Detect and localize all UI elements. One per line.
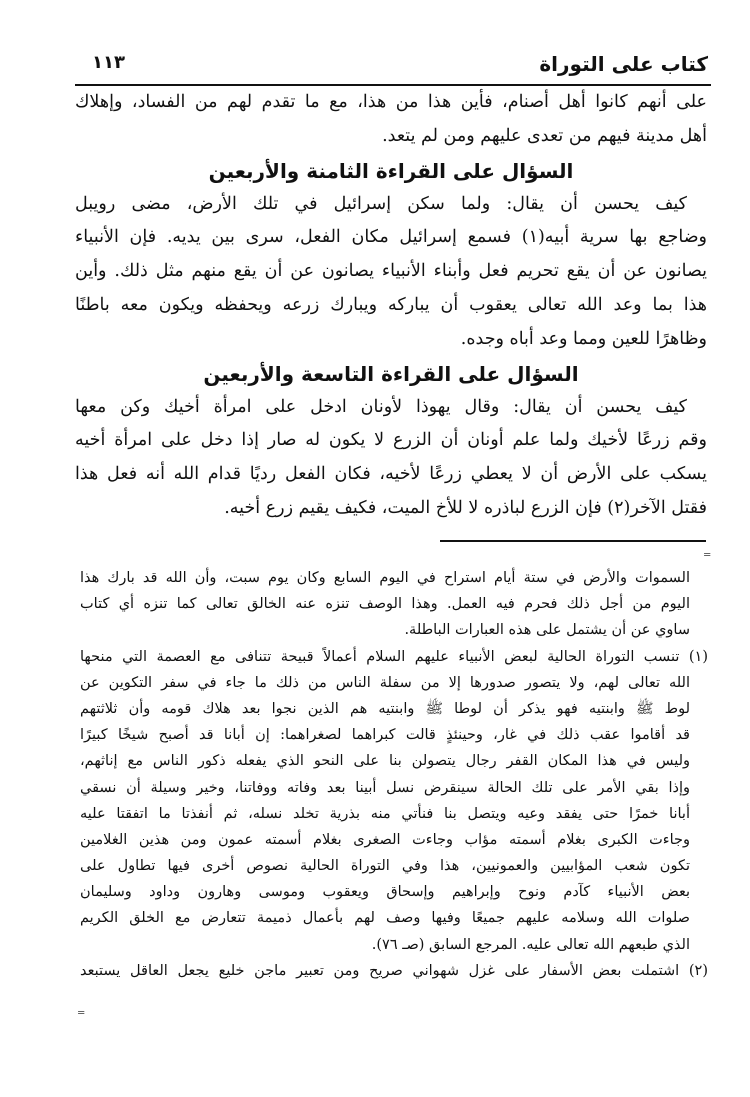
footnote-line: وإذا بقي الأمر على تلك الحالة سينقرض نسل أبينا بعد وفاته ووفاتنا، وخير وسيلة أن نسقي <box>80 779 690 796</box>
text-line: يصانون عن أن يقع تحريم فعل وأبناء الأنبياء يصانون عن أن يقع منهم مثل ذلك. وأين <box>75 261 707 282</box>
footnote-line: لوط ﷺ وابنتيه فهو يذكر أن لوطا ﷺ وابنتيه هم الذين نجوا بعد هلاك قومه وأن ثلاثتهم <box>80 700 690 717</box>
main-text <box>75 86 707 526</box>
footnote-line: أبانا خمرًا حتى يفقد وعيه ويتصل بنا فنأتي منه بذرية تخلد نسله، ثم أنفذتا ما اتفقتا عليه <box>80 805 690 822</box>
footnote-separator <box>440 540 706 542</box>
footnote-start-line: (١) تنسب التوراة الحالية لبعض الأنبياء عليهم السلام أعمالاً قبيحة تتنافى مع العصمة التي منحها <box>80 648 708 665</box>
footnote-start-line: (٢) اشتملت بعض الأسفار على غزل شهواني صريح ومن تعبير ماجن خليع يجعل العاقل يستبعد <box>80 962 708 979</box>
text-line: هذا بما وعد الله تعالى يعقوب أن يباركه ويبارك زرعه ويحفظه ويكون معه باطنًا <box>75 294 707 315</box>
running-header-title: كتاب على التوراة <box>539 52 708 76</box>
page-number: ١١٣ <box>92 52 125 73</box>
footnote-line: اليوم من أجل ذلك فحرم فيه العمل. وهذا الوصف تنزه عنه الخالق تعالى كما تنزه أي كتاب <box>80 596 690 613</box>
footnote-line: الله تعالى لهم، ولا يتصور صدورها إلا من سفلة الناس من ذلك ما جاء في سفر التكوين عن <box>80 674 690 691</box>
footnote-line: بعض الأنبياء كآدم ونوح وإبراهيم وإسحاق ويعقوب وموسى وهارون وداود وسليمان <box>80 884 690 901</box>
footnote-line: وجاءت الكبرى بغلام أسمته مؤاب وجاءت الصغرى بغلام أسمته عمون ومن هذين الغلامين <box>80 831 690 848</box>
text-line: كيف يحسن أن يقال: ولما سكن إسرائيل في تلك الأرض، مضى رويبل <box>75 193 687 214</box>
text-line: يسكب على الأرض أن لا يعطي زرعًا لأخيه، فكان الفعل رديًا قدام الله أنه فعل هذا <box>75 464 707 485</box>
text-line: وظاهرًا للعين ومما وعد أباه وجده. <box>460 328 707 349</box>
text-line: أهل مدينة فيهم من تعدى عليهم ومن لم يتعد. <box>382 125 707 146</box>
continuation-mark-bottom: = <box>77 1008 86 1019</box>
footnote-line: السموات والأرض في ستة أيام استراح في اليوم السابع وكان يوم سبت، وأن الله قد بارك هذا <box>80 570 690 586</box>
text-line: وضاجع بها سرية أبيه(١) فسمع إسرائيل مكان الفعل، سرى بين يديه. فإن الأنبياء <box>75 227 707 248</box>
text-line: فقتل الآخر(٢) فإن الزرع لباذره لا للأخ الميت، فكيف يقيم زرع أخيه. <box>224 497 707 518</box>
section-heading: السؤال على القراءة الثامنة والأربعين <box>208 158 574 183</box>
text-line: وقم زرعًا لأخيك ولما علم أونان أن الزرع لا يكون له صار إذا دخل على امرأة أخيه <box>75 430 707 451</box>
text-line: كيف يحسن أن يقال: وقال يهوذا لأونان ادخل على امرأة أخيك وكن معها <box>75 396 687 417</box>
footnote-line: الذي طبعهم الله تعالى عليه. المرجع السابق (صـ ٧٦). <box>371 936 690 953</box>
footnote-line: صلوات الله وسلامه عليهم جميعًا وفيها وصف لهم بأعمال ذميمة تتعارض مع الخلق الكريم <box>80 910 690 927</box>
footnote-line: قد أقاموا عقب ذلك في غار، وحينئذٍ قالت كبراهما لصغراهما: إن أبانا قد أصبح شيخًا كبيرًا <box>80 727 690 744</box>
section-heading: السؤال على القراءة التاسعة والأربعين <box>203 361 579 386</box>
text-line: على أنهم كانوا أهل أصنام، فأين هذا من هذا، مع ما تقدم لهم من الفساد، وإهلاك <box>75 92 707 112</box>
footnote-line: ساوي عن أن يشتمل على هذه العبارات الباطلة. <box>404 622 690 639</box>
footnote-line: وليس في هذا المكان القفر رجال يتصولن بنا على النحو الذي يفعله ذكور الناس مع إناثهم، <box>80 753 690 770</box>
footnotes <box>80 565 708 984</box>
footnote-line: تكون شعب المؤابيين والعمونيين، هذا وفي التوراة الحالية نصوص أخرى فيها تطاول على <box>80 858 690 875</box>
continuation-mark-top: = <box>703 550 712 561</box>
